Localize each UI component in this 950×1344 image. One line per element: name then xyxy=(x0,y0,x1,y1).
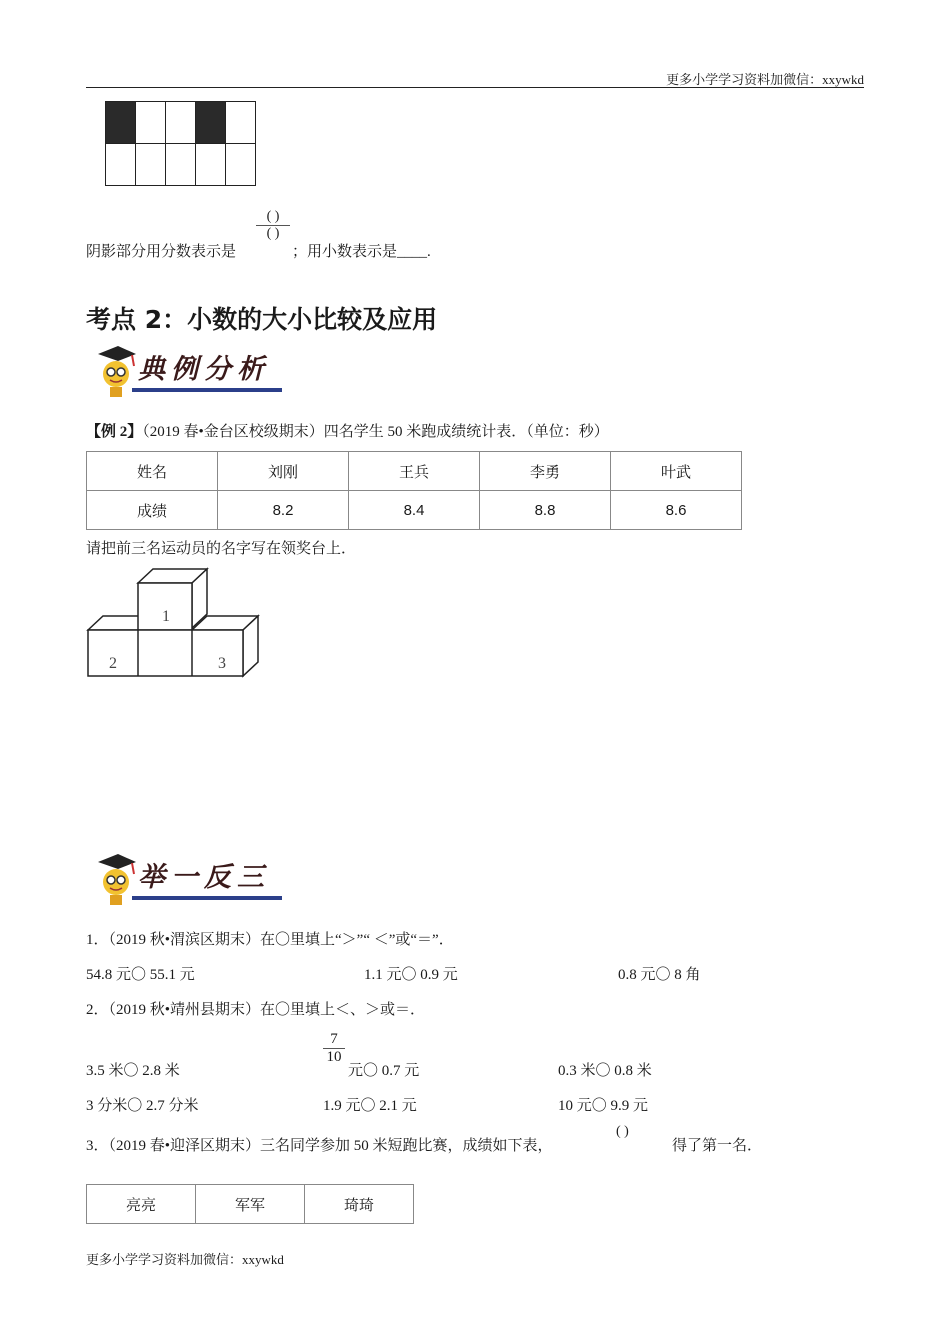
grid-cell xyxy=(226,144,256,186)
header-rule xyxy=(86,87,864,88)
q3-table xyxy=(86,1184,414,1224)
grid-cell xyxy=(136,102,166,144)
q3-end: 得了第一名． xyxy=(672,1138,763,1154)
grid-cell xyxy=(166,144,196,186)
fraction-numerator: ( ) xyxy=(266,209,280,224)
table-header-cell: 叶武 xyxy=(611,452,742,491)
grid-cell xyxy=(166,102,196,144)
footer-note: 更多小学学习资料加微信：xxywkd xyxy=(86,1252,284,1267)
q-shade-decimal-label: ；用小数表示是 xyxy=(292,244,398,260)
fraction-grid xyxy=(105,101,256,186)
table-cell: 8.8 xyxy=(480,491,611,530)
table-header-cell: 刘刚 xyxy=(218,452,349,491)
q2-fraction xyxy=(323,1031,345,1066)
section-title: 考点 2：小数的大小比较及应用 xyxy=(86,305,438,334)
q1-item: 0.8 元〇 8 角 xyxy=(618,967,701,983)
q1-item: 54.8 元〇 55.1 元 xyxy=(86,967,195,983)
q-shade-text: 阴影部分用分数表示是 xyxy=(86,244,237,260)
table-cell: 成绩 xyxy=(87,491,218,530)
q-shade-text2 xyxy=(292,240,431,261)
grid-cell-shaded xyxy=(106,102,136,144)
example-text: （2019 春•金台区校级期末）四名学生 50 米跑成绩统计表．（单位：秒） xyxy=(142,424,609,440)
table-cell: 8.4 xyxy=(349,491,480,530)
example-instruction: 请把前三名运动员的名字写在领奖台上． xyxy=(86,541,357,557)
podium-label-1: 1 xyxy=(162,608,170,625)
table-header-cell: 王兵 xyxy=(349,452,480,491)
q2-item: 元〇 0.7 元 xyxy=(348,1063,420,1079)
q2-item: 3 分米〇 2.7 分米 xyxy=(86,1098,199,1114)
podium-label-3: 3 xyxy=(218,655,226,672)
table-cell: 8.2 xyxy=(218,491,349,530)
banner-label: 典例分析 xyxy=(138,354,270,385)
table-header-cell: 姓名 xyxy=(87,452,218,491)
table-header-cell: 亮亮 xyxy=(87,1185,196,1224)
fraction-denominator: ( ) xyxy=(256,225,290,242)
grid-cell xyxy=(196,144,226,186)
q2-item: 0.3 米〇 0.8 米 xyxy=(558,1063,652,1079)
grid-cell xyxy=(106,144,136,186)
q2-text: 2．（2019 秋•靖州县期末）在〇里填上＜、＞或＝． xyxy=(86,1002,426,1018)
example-tag: 【例 2】 xyxy=(86,424,143,440)
fraction-numerator: 7 xyxy=(330,1031,338,1047)
grid-cell xyxy=(226,102,256,144)
banner-example-analysis xyxy=(92,344,282,400)
header-note: 更多小学学习资料加微信：xxywkd xyxy=(666,72,864,87)
table-cell: 8.6 xyxy=(611,491,742,530)
q1-text: 1．（2019 秋•渭滨区期末）在〇里填上“＞”“ ＜”或“＝”． xyxy=(86,932,454,948)
q2-item: 3.5 米〇 2.8 米 xyxy=(86,1063,180,1079)
banner-underline xyxy=(132,388,282,392)
q2-item: 1.9 元〇 2.1 元 xyxy=(323,1098,417,1114)
grid-cell xyxy=(136,144,166,186)
example-score-table xyxy=(86,451,742,530)
answer-blank[interactable]: ____ xyxy=(397,244,428,260)
table-header-cell: 琦琦 xyxy=(305,1185,414,1224)
podium-figure xyxy=(86,566,262,680)
grid-cell-shaded xyxy=(196,102,226,144)
table-header-cell: 军军 xyxy=(196,1185,305,1224)
table-header-cell: 李勇 xyxy=(480,452,611,491)
answer-blank[interactable]: ( ) xyxy=(616,1124,629,1139)
q2-item: 10 元〇 9.9 元 xyxy=(558,1098,649,1114)
banner-practice xyxy=(92,852,282,908)
banner-underline xyxy=(132,896,282,900)
q-shade-end: . xyxy=(427,244,431,260)
podium-label-2: 2 xyxy=(109,655,117,672)
fraction-denominator: 10 xyxy=(323,1048,345,1066)
example-line xyxy=(86,420,609,441)
banner-label: 举一反三 xyxy=(138,862,270,893)
q1-item: 1.1 元〇 0.9 元 xyxy=(364,967,458,983)
q-shade-fraction xyxy=(256,209,290,242)
q3-text: 3．（2019 春•迎泽区期末）三名同学参加 50 米短跑比赛，成绩如下表， xyxy=(86,1138,553,1154)
